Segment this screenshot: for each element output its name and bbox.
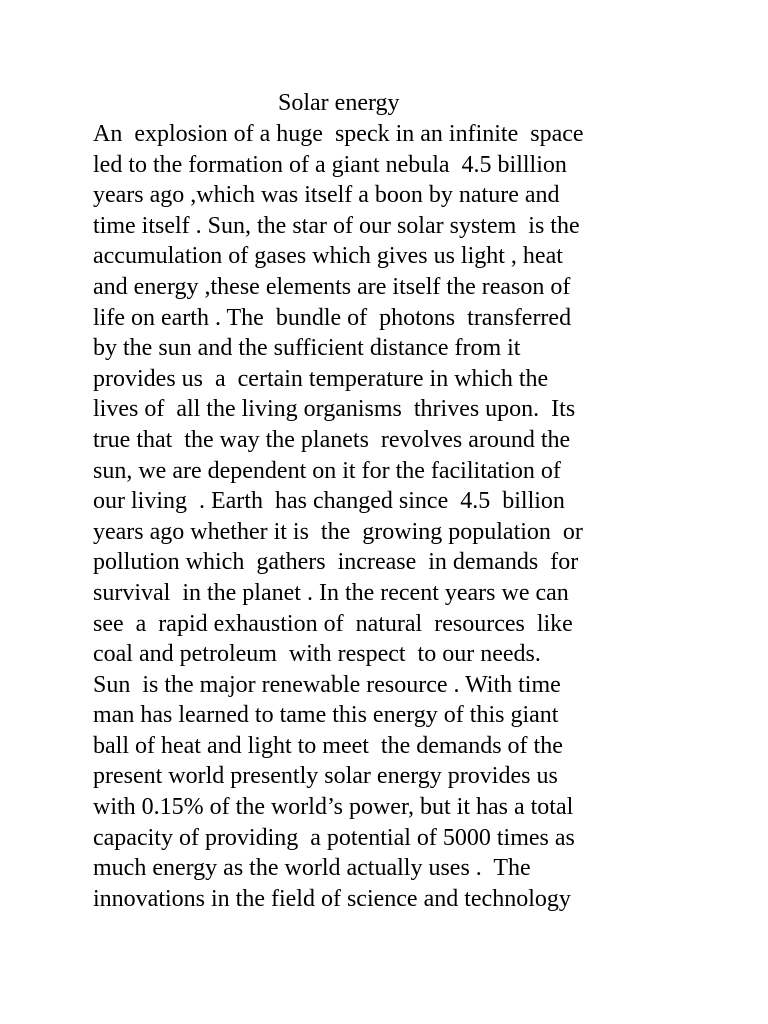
text-line: and energy ,these elements are itself the reason of: [93, 273, 571, 300]
text-line: innovations in the field of science and technology: [93, 885, 571, 912]
document-title: Solar energy: [278, 90, 400, 116]
text-line: much energy as the world actually uses . The: [93, 855, 531, 882]
text-line: lives of all the living organisms thrives upon. Its: [93, 396, 576, 423]
text-line: Sun is the major renewable resource . With time: [93, 671, 561, 698]
text-line: years ago ,which was itself a boon by nature and: [93, 182, 560, 209]
text-line: by the sun and the sufficient distance from it: [93, 335, 521, 362]
text-line: capacity of providing a potential of 5000 times as: [93, 824, 575, 851]
text-line: time itself . Sun, the star of our solar system is the: [93, 212, 580, 239]
text-line: pollution which gathers increase in demands for: [93, 549, 579, 576]
text-line: coal and petroleum with respect to our needs.: [93, 641, 541, 668]
text-line: years ago whether it is the growing population or: [93, 518, 583, 545]
text-line: life on earth . The bundle of photons transferred: [93, 304, 572, 331]
text-line: An explosion of a huge speck in an infinite space: [93, 121, 584, 147]
text-line: ball of heat and light to meet the demands of the: [93, 732, 563, 759]
text-line: led to the formation of a giant nebula 4.5 billlion: [93, 151, 567, 178]
text-line: present world presently solar energy provides us: [93, 763, 558, 790]
text-line: our living . Earth has changed since 4.5 billion: [93, 488, 565, 515]
text-line: with 0.15% of the world’s power, but it has a total: [93, 794, 574, 821]
text-line: survival in the planet . In the recent years we can: [93, 579, 569, 606]
text-line: true that the way the planets revolves around the: [93, 426, 571, 453]
text-line: man has learned to tame this energy of this giant: [93, 702, 559, 729]
text-line: sun, we are dependent on it for the facilitation of: [93, 457, 561, 484]
text-line: see a rapid exhaustion of natural resources like: [93, 610, 573, 637]
text-line: accumulation of gases which gives us light , heat: [93, 243, 563, 270]
text-line: provides us a certain temperature in which the: [93, 365, 549, 392]
document-body: [93, 119, 733, 914]
